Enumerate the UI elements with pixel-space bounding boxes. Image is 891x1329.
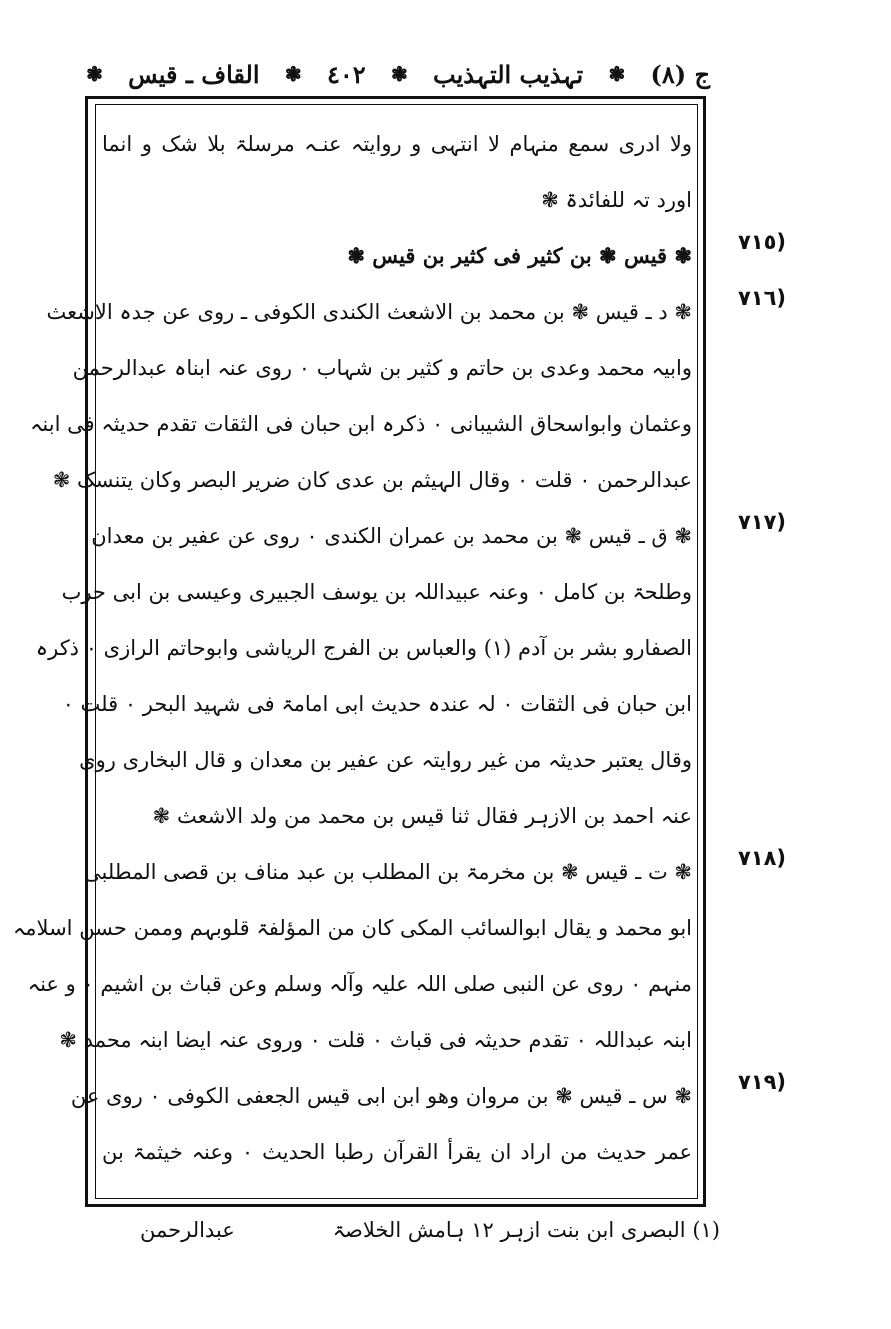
- volume-label: ج (٨): [650, 59, 710, 89]
- text-line: الصفارو بشر بن آدم (١) والعباس بن الفرج الریاشی وابوحاتم الرازی ٠ ذکرہ: [35, 636, 692, 660]
- text-line: عنہ احمد بن الازہر فقال ثنا قیس بن محمد من ولد الاشعث ❃: [152, 804, 692, 828]
- section-label: القاف ـ قیس: [128, 59, 260, 89]
- text-line: وطلحۃ بن کامل ٠ وعنہ عبیداللہ بن یوسف الجبیری وعیسی بن ابی حرب: [61, 580, 692, 604]
- entry-number: (٧١٩: [737, 1070, 786, 1094]
- page-header: [80, 52, 710, 96]
- page-body: [13, 116, 692, 1180]
- text-line: وعثمان وابواسحاق الشیبانی ٠ ذکرہ ابن حبان فی الثقات تقدم حدیثہ فی ابنہ: [30, 412, 692, 436]
- ornament-icon: ❃: [390, 62, 408, 86]
- book-title: تہذیب التہذیب: [433, 59, 584, 89]
- text-line: ابنہ عبداللہ ٠ تقدم حدیثہ فی قباث ٠ قلت ٠ وروی عنہ ایضا ابنہ محمد ❃: [59, 1028, 692, 1052]
- text-line: ولا ادری سمع منہام لا انتہی و روایتہ عنـہ مرسلۃ بلا شک و انما: [102, 132, 692, 156]
- text-line: ابن حبان فی الثقات ٠ لہ عندہ حدیث ابی امامۃ فی شہید البحر ٠ قلت ٠: [62, 692, 692, 716]
- text-line: منہم ٠ روی عن النبی صلی اللہ علیہ وآلہ وسلم وعن قباث بن اشیم ٠ و عنہ: [27, 972, 692, 996]
- footnote: [140, 1218, 720, 1242]
- page-number: ٤٠٢: [326, 59, 366, 89]
- entry-heading: ❃ ق ـ قیس ❃ بن محمد بن عمران الکندی ٠ روی عن عفیر بن معدان: [91, 524, 692, 548]
- text-line: ابو محمد و یقال ابوالسائب المکی کان من المؤلفۃ قلوبہم وممن حسن اسلامہ: [13, 916, 692, 940]
- text-line: اورد تہ للفائدۃ ❃: [541, 188, 692, 212]
- ornament-icon: ❃: [86, 62, 103, 86]
- text-line: عبدالرحمن ٠ قلت ٠ وقال الہیثم بن عدی کان ضریر البصر وکان یتنسک ❃: [52, 468, 692, 492]
- entry-number: (٧١٥: [737, 230, 786, 254]
- text-line: وقال یعتبر حدیثہ من غیر روایتہ عن عفیر بن معدان و قال البخاری روی: [79, 748, 692, 772]
- entry-number: (٧١٦: [737, 286, 786, 310]
- ornament-icon: ❃: [284, 62, 302, 86]
- entry-heading: ❃ قیس ❃ بن کثیر فی کثیر بن قیس ❃: [347, 243, 692, 268]
- entry-heading: ❃ س ـ قیس ❃ بن مروان وھو ابن ابی قیس الجعفی الکوفی ٠ روی عن: [70, 1084, 692, 1108]
- text-line: وابیہ محمد وعدی بن حاتم و کثیر بن شہاب ٠ روی عنہ ابناہ عبدالرحمن: [72, 356, 692, 380]
- ornament-icon: ❃: [608, 62, 626, 86]
- footnote-signature: عبدالرحمن: [140, 1218, 235, 1242]
- entry-number: (٧١٧: [737, 510, 786, 534]
- footnote-text: (١) البصری ابن بنت ازہر ١٢ ہامش الخلاصۃ: [332, 1218, 720, 1242]
- entry-heading: ❃ د ـ قیس ❃ بن محمد بن الاشعث الکندی الکوفی ـ روی عن جدہ الاشعث: [46, 300, 692, 324]
- text-line: عمر حدیث من اراد ان یقرأ القرآن رطبا الحدیث ٠ وعنہ خیثمۃ بن: [102, 1140, 692, 1164]
- entry-heading: ❃ ت ـ قیس ❃ بن مخرمۃ بن المطلب بن عبد مناف بن قصی المطلبی: [84, 860, 692, 884]
- entry-number: (٧١٨: [737, 846, 786, 870]
